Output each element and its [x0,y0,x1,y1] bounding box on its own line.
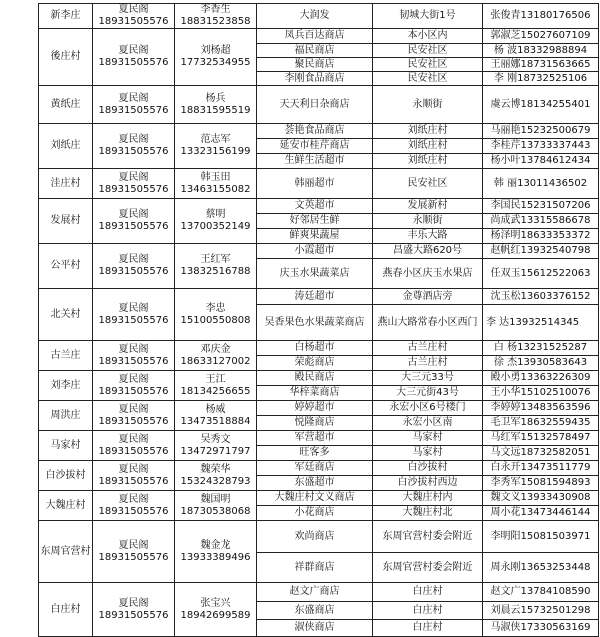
shop-address-cell: 永顺街 [373,86,483,124]
shop-address-cell: 大魏庄村北 [373,506,483,521]
shop-manager-cell: 李国民15231507206 [483,199,599,214]
admin-contact-cell [93,169,175,199]
shop-name-cell: 文英超市 [257,199,373,214]
shop-name-cell: 赵文广商店 [257,583,373,602]
shop-name-cell: 东盛商店 [257,602,373,620]
shop-manager-cell: 郭淑芝15027607109 [483,29,599,44]
shop-name-cell: 大魏庄村文义商店 [257,491,373,506]
admin-contact-cell [93,401,175,431]
shop-manager-cell: 赵文广13784108590 [483,583,599,602]
shop-address-cell: 永宏小区南 [373,416,483,431]
shop-address-cell: 燕山大路常春小区西门 [373,305,483,341]
admin-contact-cell [93,371,175,401]
contact-phone: 13323156199 [180,146,251,157]
shop-address-cell: 昌盛大路620号 [373,244,483,259]
shop-address-cell: 民安社区 [373,44,483,58]
contact-phone: 18730538068 [180,505,251,517]
table-row [39,341,599,356]
table-row [39,521,599,553]
admin-contact-cell [93,244,175,289]
village-name-cell: 古兰庄 [39,341,93,371]
shop-address-cell: 东周官营村委会附近 [373,553,483,583]
shop-manager-cell: 殿小勇13363226309 [483,371,599,386]
admin-phone: 18931505576 [98,266,169,277]
admin-name: 夏民阁 [118,493,149,505]
shop-address-cell: 永顺街 [373,214,483,229]
shop-address-cell: 古兰庄村 [373,341,483,356]
shop-name-cell: 白杨超市 [257,341,373,356]
village-name-cell: 东周官营村 [39,521,93,583]
shop-manager-cell: 王小华15102510076 [483,386,599,401]
admin-phone: 18931505576 [98,183,169,195]
admin-contact-cell [93,431,175,461]
admin-phone: 18931505576 [98,146,169,157]
shop-manager-cell: 虞云博18134255401 [483,86,599,124]
contact-name: 韩玉田 [200,171,231,183]
table-row [39,244,599,259]
contact-name: 魏国明 [200,493,231,505]
shop-name-cell: 福民商店 [257,44,373,58]
admin-name: 夏民阁 [118,433,149,445]
table-row [39,583,599,602]
shop-manager-cell: 白 杨13231525287 [483,341,599,356]
shop-name-cell: 庆玉水果蔬菜店 [257,259,373,289]
shop-address-cell: 大魏庄村内 [373,491,483,506]
table-row [39,86,599,124]
village-name-cell: 刘李庄 [39,371,93,401]
shop-name-cell: 东盛超市 [257,476,373,491]
village-contact-cell [175,244,257,289]
shop-name-cell: 聚民商店 [257,58,373,72]
admin-phone: 18931505576 [98,609,169,621]
table-row [39,431,599,446]
shop-manager-cell: 马丽艳15232500679 [483,124,599,139]
contact-phone: 18942699589 [180,609,251,621]
shop-manager-cell: 李桂芹13733337443 [483,139,599,154]
village-contact-cell [175,4,257,29]
contact-name: 邓庆金 [200,343,231,355]
shop-address-cell: 大三元33号 [373,371,483,386]
shop-manager-cell: 李婷婷13483563596 [483,401,599,416]
admin-phone: 18931505576 [98,57,169,68]
shop-manager-cell: 李秀军15081594893 [483,476,599,491]
shop-name-cell: 欢尚商店 [257,521,373,553]
shop-name-cell: 李刚食品商店 [257,72,373,86]
admin-phone: 18931505576 [98,415,169,427]
admin-phone: 18931505576 [98,505,169,517]
shop-manager-cell: 张俊青13180176506 [483,4,599,29]
contact-name: 张宝兴 [200,597,231,609]
contact-name: 李忠 [205,302,226,314]
admin-phone: 18931505576 [98,355,169,367]
admin-contact-cell [93,124,175,169]
admin-phone: 18931505576 [98,445,169,457]
village-contact-cell [175,583,257,637]
shop-address-cell: 东周官营村委会附近 [373,521,483,553]
contact-name: 魏荣华 [200,463,231,475]
contact-name: 王江 [205,373,226,385]
village-contact-cell [175,29,257,86]
table-row [39,401,599,416]
village-name-cell: 洼庄村 [39,169,93,199]
shop-manager-cell: 马文远18732582051 [483,446,599,461]
shop-address-cell: 刘纸庄村 [373,124,483,139]
admin-contact-cell [93,491,175,521]
village-name-cell: 後庄村 [39,29,93,86]
admin-name: 夏民阁 [118,302,149,314]
shop-name-cell: 军廷商店 [257,461,373,476]
shop-address-cell: 古兰庄村 [373,356,483,371]
shop-name-cell: 小花商店 [257,506,373,521]
admin-name: 夏民阁 [118,597,149,609]
admin-name: 夏民阁 [118,343,149,355]
admin-name: 夏民阁 [118,171,149,183]
shop-manager-cell: 刘晨云15732501298 [483,602,599,620]
village-name-cell: 公平村 [39,244,93,289]
shop-name-cell: 荣彪商店 [257,356,373,371]
table-row [39,4,599,29]
shop-manager-cell: 沈玉松13603376152 [483,289,599,305]
contact-phone: 18831523858 [180,16,251,27]
shop-name-cell: 好邻居生鲜 [257,214,373,229]
shop-name-cell: 殿民商店 [257,371,373,386]
admin-phone: 18931505576 [98,385,169,397]
shop-address-cell: 丰乐大路 [373,229,483,244]
contact-name: 杨兵 [205,92,226,104]
shop-address-cell: 大三元街43号 [373,386,483,401]
shop-address-cell: 白庄村 [373,583,483,602]
admin-name: 夏民阁 [118,4,149,15]
shop-address-cell: 金尊酒店旁 [373,289,483,305]
village-contact-cell [175,401,257,431]
admin-name: 夏民阁 [118,254,149,265]
shop-manager-cell: 毛卫军18632559435 [483,416,599,431]
shop-manager-cell: 魏文义13933430908 [483,491,599,506]
contact-name: 杨威 [205,403,226,415]
admin-name: 夏民阁 [118,209,149,220]
admin-name: 夏民阁 [118,134,149,145]
table-row [39,29,599,44]
admin-contact-cell [93,29,175,86]
table-row [39,124,599,139]
contact-phone: 17732534955 [180,57,251,68]
contact-phone: 13472971797 [180,445,251,457]
admin-name: 夏民阁 [118,403,149,415]
shop-address-cell: 永宏小区6号楼门 [373,401,483,416]
admin-phone: 18931505576 [98,16,169,27]
table-row [39,371,599,386]
shop-address-cell: 白沙拔村 [373,461,483,476]
contact-phone: 18134256655 [180,385,251,397]
shop-manager-cell: 马淑侠17330563169 [483,620,599,637]
admin-contact-cell [93,4,175,29]
shop-manager-cell: 赵帆红13932540798 [483,244,599,259]
village-contact-cell [175,461,257,491]
village-name-cell: 发展村 [39,199,93,244]
shop-name-cell: 涛廷超市 [257,289,373,305]
village-contact-cell [175,289,257,341]
shop-manager-cell: 杨泽明18633353372 [483,229,599,244]
admin-contact-cell [93,583,175,637]
admin-phone: 18931505576 [98,314,169,326]
contact-phone: 15324328793 [180,475,251,487]
admin-phone: 18931505576 [98,551,169,563]
shop-name-cell: 婷婷超市 [257,401,373,416]
shop-name-cell: 延安市桂芹商店 [257,139,373,154]
shop-name-cell: 军营超市 [257,431,373,446]
shop-name-cell: 吴香果色水果蔬菜商店 [257,305,373,341]
admin-name: 夏民阁 [118,45,149,56]
contact-phone: 18633127002 [180,355,251,367]
contact-name: 范志军 [200,134,231,145]
contact-name: 蔡明 [205,209,226,220]
village-contact-cell [175,371,257,401]
admin-contact-cell [93,289,175,341]
shop-manager-cell: 周永刚13653253448 [483,553,599,583]
shop-manager-cell: 白永开13473511779 [483,461,599,476]
shop-address-cell: 韧城大街1号 [373,4,483,29]
shop-address-cell: 刘纸庄村 [373,154,483,169]
village-name-cell: 刘纸庄 [39,124,93,169]
village-contact-cell [175,124,257,169]
shop-name-cell: 华梓菜商店 [257,386,373,401]
shop-manager-cell: 杨小叶13784612434 [483,154,599,169]
table-row [39,289,599,305]
admin-contact-cell [93,199,175,244]
shop-address-cell: 白庄村 [373,602,483,620]
table-row [39,491,599,506]
shop-address-cell: 燕春小区庆玉水果店 [373,259,483,289]
table-row [39,461,599,476]
shop-name-cell: 荟艳食品商店 [257,124,373,139]
admin-contact-cell [93,521,175,583]
contact-name: 魏金龙 [200,539,231,551]
shop-name-cell: 旺客多 [257,446,373,461]
admin-name: 夏民阁 [118,539,149,551]
contact-phone: 13463155082 [180,183,251,195]
village-name-cell: 北关村 [39,289,93,341]
admin-phone: 18931505576 [98,221,169,232]
shop-address-cell: 民安社区 [373,58,483,72]
contact-name: 吴秀文 [200,433,231,445]
admin-contact-cell [93,341,175,371]
shop-address-cell: 本小区内 [373,29,483,44]
village-name-cell: 白沙拔村 [39,461,93,491]
shop-address-cell: 马家村 [373,446,483,461]
shop-name-cell: 淑侠商店 [257,620,373,637]
shop-name-cell: 小霞超市 [257,244,373,259]
shop-address-cell: 发展新村 [373,199,483,214]
contact-name: 李香生 [200,4,231,15]
village-shop-table [38,3,599,637]
shop-address-cell: 马家村 [373,431,483,446]
table-row [39,199,599,214]
shop-name-cell: 凤兵百达商店 [257,29,373,44]
village-name-cell: 新李庄 [39,4,93,29]
contact-phone: 13933389496 [180,551,251,563]
shop-address-cell: 白沙拔村西边 [373,476,483,491]
shop-manager-cell: 杨 波18332988894 [483,44,599,58]
contact-name: 王红军 [200,254,231,265]
shop-address-cell: 民安社区 [373,169,483,199]
village-contact-cell [175,169,257,199]
shop-name-cell: 韩丽超市 [257,169,373,199]
shop-name-cell: 天天利日杂商店 [257,86,373,124]
shop-manager-cell: 李明阳15081503971 [483,521,599,553]
contact-phone: 13700352149 [180,221,251,232]
admin-contact-cell [93,461,175,491]
village-name-cell: 马家村 [39,431,93,461]
shop-name-cell: 生鲜生活超市 [257,154,373,169]
village-name-cell: 大魏庄村 [39,491,93,521]
shop-manager-cell: 任双玉15612522063 [483,259,599,289]
shop-address-cell: 民安社区 [373,72,483,86]
village-contact-cell [175,199,257,244]
shop-address-cell: 白庄村 [373,620,483,637]
village-contact-cell [175,341,257,371]
shop-name-cell: 悦隆商店 [257,416,373,431]
admin-contact-cell [93,86,175,124]
contact-phone: 13473518884 [180,415,251,427]
shop-manager-cell: 尚成武13315586678 [483,214,599,229]
village-name-cell: 周洪庄 [39,401,93,431]
admin-phone: 18931505576 [98,475,169,487]
shop-manager-cell: 马红军15132578497 [483,431,599,446]
village-name-cell: 黄纸庄 [39,86,93,124]
village-contact-cell [175,491,257,521]
table-row [39,169,599,199]
shop-manager-cell: 李 刚18732525106 [483,72,599,86]
shop-manager-cell: 王丽娜18731563665 [483,58,599,72]
shop-name-cell: 大润发 [257,4,373,29]
village-contact-cell [175,431,257,461]
village-name-cell: 白庄村 [39,583,93,637]
shop-address-cell: 刘纸庄村 [373,139,483,154]
contact-phone: 15100550808 [180,314,251,326]
contact-name: 刘杨超 [200,45,231,56]
admin-name: 夏民阁 [118,373,149,385]
village-contact-cell [175,521,257,583]
shop-manager-cell: 周小花13473446144 [483,506,599,521]
shop-name-cell: 祥群商店 [257,553,373,583]
shop-manager-cell: 李 达13932514345 [483,305,599,341]
contact-phone: 13832516788 [180,266,251,277]
shop-name-cell: 鲜爽果蔬屋 [257,229,373,244]
admin-name: 夏民阁 [118,463,149,475]
contact-phone: 18831595519 [180,104,251,116]
shop-manager-cell: 韩 丽13011436502 [483,169,599,199]
shop-manager-cell: 徐 杰13930583643 [483,356,599,371]
admin-name: 夏民阁 [118,92,149,104]
village-contact-cell [175,86,257,124]
admin-phone: 18931505576 [98,104,169,116]
